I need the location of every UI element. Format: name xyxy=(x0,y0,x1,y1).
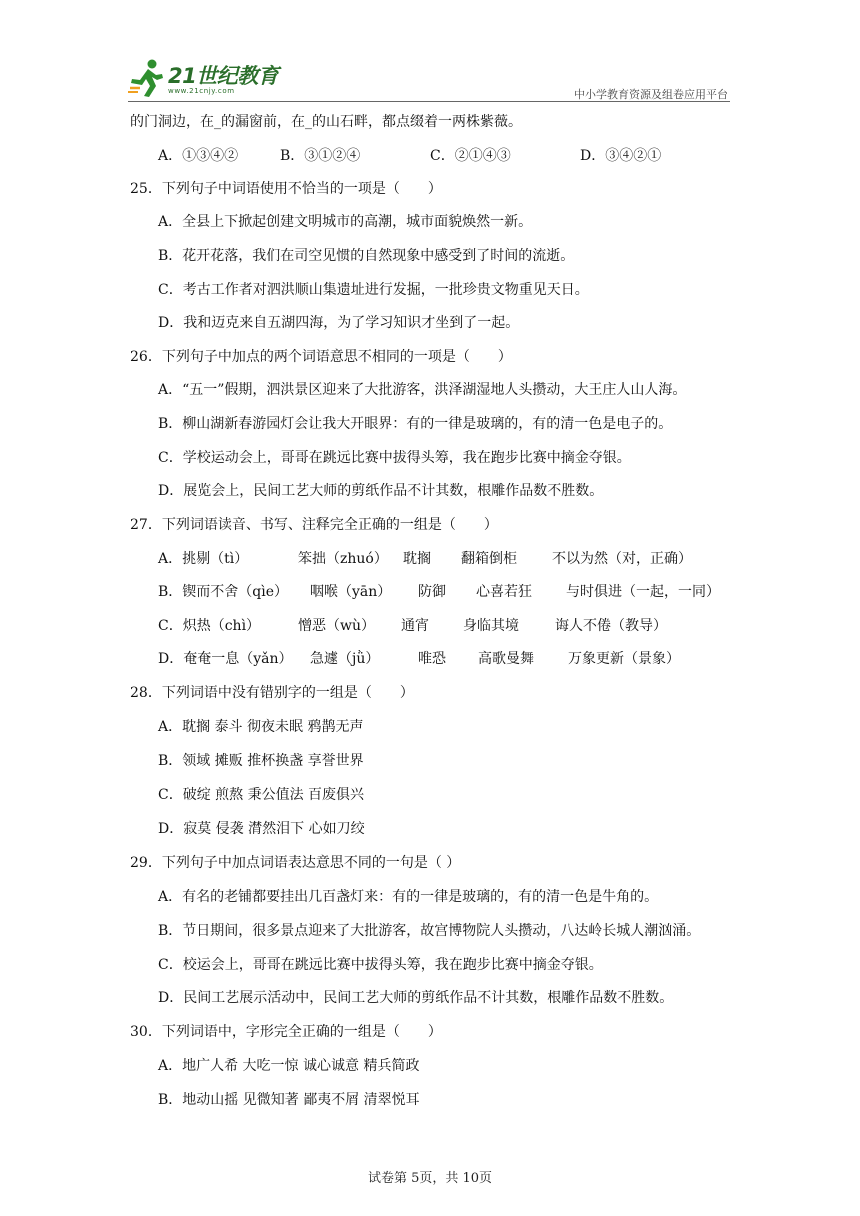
question-26: 26．下列句子中加点的两个词语意思不相同的一项是（ ） xyxy=(130,349,512,365)
word-4: 翻箱倒柜 xyxy=(461,551,517,567)
option-b: B．③①②④ xyxy=(280,148,361,164)
word-2: 憎恶（wù） xyxy=(298,618,375,634)
word-1: B．锲而不舍（qìe） xyxy=(158,584,289,600)
word-5: 万象更新（景象） xyxy=(568,651,680,667)
q24-options xyxy=(158,146,718,166)
q26-option-c: C．学校运动会上，哥哥在跳远比赛中拔得头筹，我在跑步比赛中摘金夺银。 xyxy=(158,450,631,466)
q25-option-c: C．考古工作者对泗洪顺山集遗址进行发掘，一批珍贵文物重见天日。 xyxy=(158,282,589,298)
question-30: 30．下列词语中，字形完全正确的一组是（ ） xyxy=(130,1024,442,1040)
word-3: 通宵 xyxy=(401,618,429,634)
platform-label: 中小学教育资源及组卷应用平台 xyxy=(574,88,728,101)
q29-option-c: C．校运会上，哥哥在跳远比赛中拔得头筹，我在跑步比赛中摘金夺银。 xyxy=(158,957,603,973)
word-3: 耽搁 xyxy=(403,551,431,567)
word-3: 防御 xyxy=(418,584,446,600)
word-1: C．炽热（chì） xyxy=(158,618,261,634)
q27-option-c xyxy=(158,616,728,636)
page-header xyxy=(0,0,860,104)
word-2: 咽喉（yān） xyxy=(310,584,392,600)
site-logo xyxy=(128,58,278,100)
q26-option-d: D．展览会上，民间工艺大师的剪纸作品不计其数，根雕作品数不胜数。 xyxy=(158,483,604,499)
word-5: 诲人不倦（教导） xyxy=(555,618,667,634)
word-1: A．挑剔（tì） xyxy=(158,551,249,567)
q30-option-b: B．地动山摇 见微知著 鄙夷不屑 清翠悦耳 xyxy=(158,1092,420,1108)
q27-option-d xyxy=(158,649,728,669)
option-c: C．②①④③ xyxy=(430,148,511,164)
page-footer: 试卷第 5页，共 10页 xyxy=(367,1171,493,1186)
q26-option-a: A．“五一”假期，泗洪景区迎来了大批游客，洪泽湖湿地人头攒动，大王庄人山人海。 xyxy=(158,382,687,398)
q28-option-d: D．寂莫 侵袭 潸然泪下 心如刀绞 xyxy=(158,821,365,837)
word-2: 急遽（jǜ） xyxy=(310,651,380,667)
question-25: 25．下列句子中词语使用不恰当的一项是（ ） xyxy=(130,181,442,197)
word-2: 笨拙（zhuó） xyxy=(298,551,388,567)
header-divider xyxy=(128,101,730,102)
q26-option-b: B．柳山湖新春游园灯会让我大开眼界：有的一律是玻璃的，有的清一色是电子的。 xyxy=(158,416,673,432)
word-4: 心喜若狂 xyxy=(476,584,532,600)
logo-text: 21世纪教育 xyxy=(168,64,279,88)
word-5: 不以为然（对，正确） xyxy=(552,551,692,567)
runner-icon xyxy=(128,58,166,98)
word-3: 唯恐 xyxy=(418,651,446,667)
word-1: D．奄奄一息（yǎn） xyxy=(158,651,293,667)
q27-option-b xyxy=(158,582,728,602)
word-4: 高歌曼舞 xyxy=(478,651,534,667)
q28-option-a: A．耽搁 泰斗 彻夜未眠 鸦鹊无声 xyxy=(158,719,364,735)
q28-option-b: B．领域 摊贩 推杯换盏 享誉世界 xyxy=(158,753,364,769)
q30-option-a: A．地广人希 大吃一惊 诚心诚意 精兵简政 xyxy=(158,1058,420,1074)
word-4: 身临其境 xyxy=(463,618,519,634)
q25-option-a: A．全县上下掀起创建文明城市的高潮，城市面貌焕然一新。 xyxy=(158,214,533,230)
question-28: 28．下列词语中没有错别字的一组是（ ） xyxy=(130,685,414,701)
word-5: 与时俱进（一起，一同） xyxy=(566,584,720,600)
q29-option-b: B．节日期间，很多景点迎来了大批游客，故宫博物院人头攒动，八达岭长城人潮汹涌。 xyxy=(158,923,701,939)
question-29: 29．下列句子中加点词语表达意思不同的一句是（ ） xyxy=(130,855,461,871)
q25-option-b: B．花开花落，我们在司空见惯的自然现象中感受到了时间的流逝。 xyxy=(158,248,575,264)
q29-option-a: A．有名的老铺都要挂出几百盏灯来：有的一律是玻璃的，有的清一色是牛角的。 xyxy=(158,889,659,905)
question-27: 27．下列词语读音、书写、注释完全正确的一组是（ ） xyxy=(130,517,498,533)
q27-option-a xyxy=(158,549,728,569)
q25-option-d: D．我和迈克来自五湖四海，为了学习知识才坐到了一起。 xyxy=(158,315,520,331)
q29-option-d: D．民间工艺展示活动中，民间工艺大师的剪纸作品不计其数，根雕作品数不胜数。 xyxy=(158,990,674,1006)
logo-url: www.21cnjy.com xyxy=(168,87,235,95)
option-d: D．③④②① xyxy=(580,148,662,164)
q28-option-c: C．破绽 煎熬 秉公值法 百废俱兴 xyxy=(158,787,365,803)
continued-text: 的门洞边，在_的漏窗前，在_的山石畔，都点缀着一两株紫薇。 xyxy=(130,114,522,130)
option-a: A．①③④② xyxy=(158,148,239,164)
